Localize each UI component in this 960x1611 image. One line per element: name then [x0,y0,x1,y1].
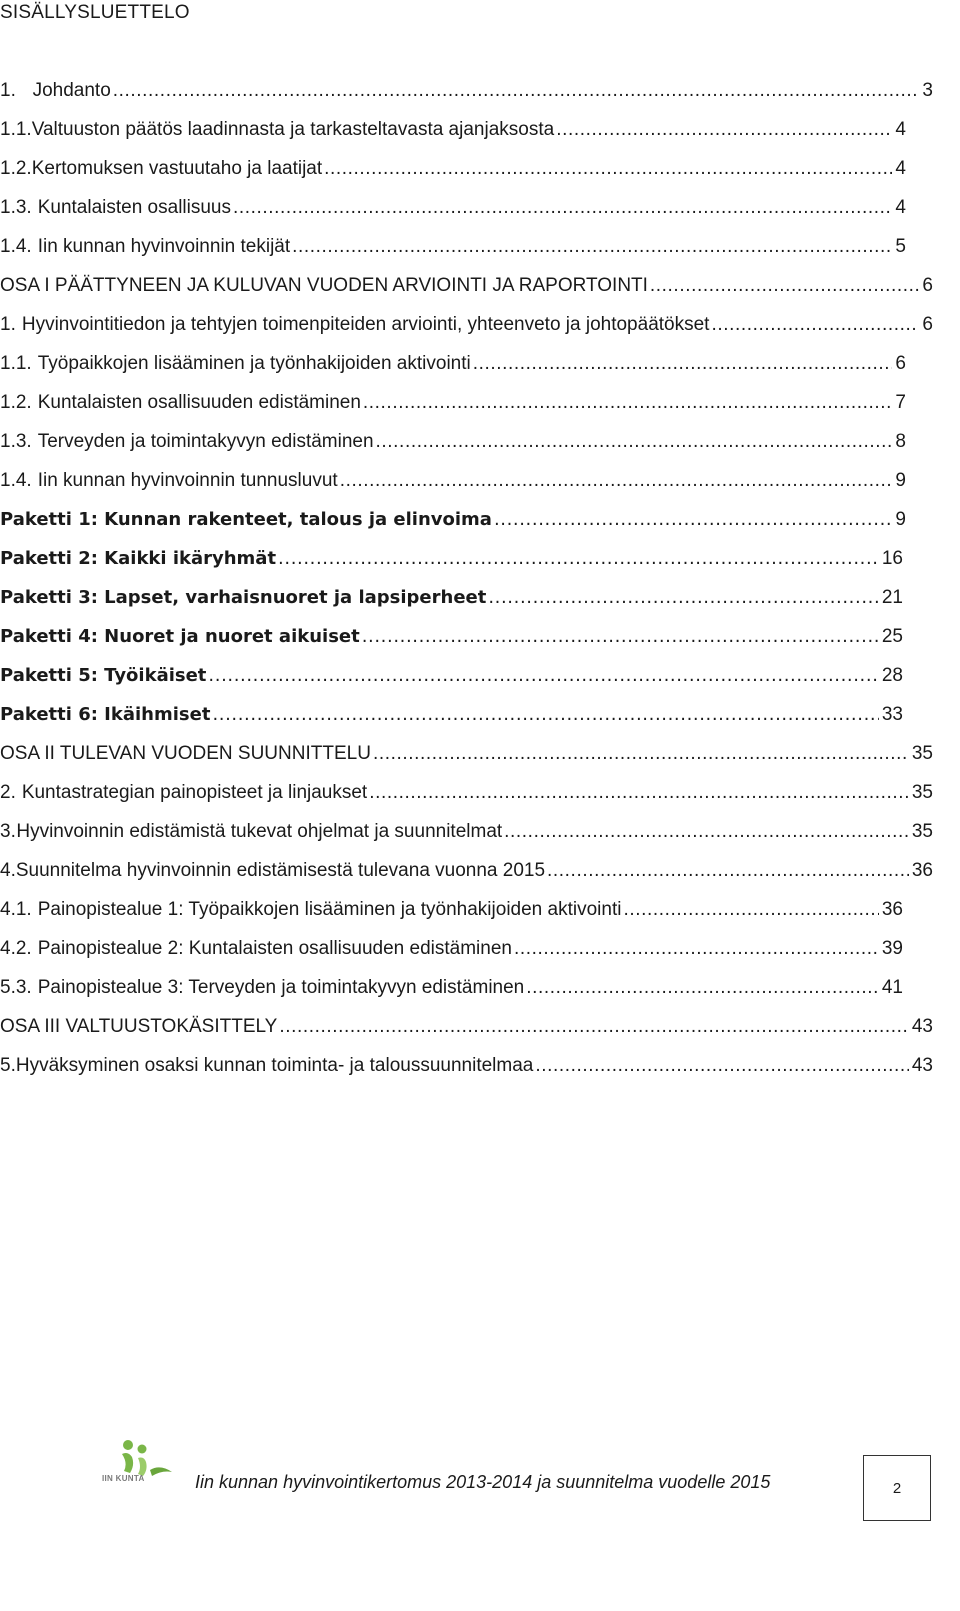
toc-entry[interactable] [0,656,903,696]
toc-entry-page: 4 [895,197,906,218]
page-number: 2 [892,1479,902,1497]
toc-entry-title: Paketti 6: Ikäihmiset [0,704,211,725]
toc-entry-number: 5.3. [0,977,32,998]
toc-entry[interactable] [0,266,933,306]
toc-entry-title: Paketti 3: Lapset, varhaisnuoret ja lapsiperheet [0,587,487,608]
toc-leader-dots [556,118,892,142]
toc-entry-page: 35 [911,743,933,764]
toc-entry-title: Hyvinvoinnin edistämistä tukevat ohjelmat ja suunnitelmat [16,821,503,842]
toc-entry-page: 5 [895,236,906,257]
toc-entry-title: Hyvinvointitiedon ja tehtyjen toimenpiteiden arviointi, yhteenveto ja johtopäätökset [21,314,710,335]
toc-entry-page: 6 [895,353,906,374]
toc-leader-dots [494,508,892,532]
toc-entry-number: 2. [0,782,16,803]
toc-entry[interactable] [0,1007,933,1047]
toc-entry-page: 3 [922,80,933,101]
toc-leader-dots [362,625,879,649]
toc-leader-dots [514,937,879,961]
toc-entry-title: Terveyden ja toimintakyvyn edistäminen [37,431,374,452]
logo-text: IIN KUNTA [102,1474,145,1483]
toc-entry-page: 43 [911,1055,933,1076]
toc-entry-page: 33 [881,704,903,725]
toc-entry-number: 4.2. [0,938,32,959]
toc-entry-page: 21 [881,587,903,608]
toc-leader-dots [373,742,909,766]
toc-leader-dots [376,430,893,454]
toc-entry[interactable] [0,773,933,813]
toc-entry-number: 5. [0,1055,16,1076]
toc-entry-number: 1.3. [0,431,32,452]
toc-entry[interactable] [0,500,906,540]
toc-entry[interactable] [0,422,906,462]
toc-entry-number: 1.1. [0,353,32,374]
toc-leader-dots [623,898,878,922]
toc-entry-number: 3. [0,821,16,842]
toc-leader-dots [363,391,893,415]
toc-entry[interactable] [0,890,903,930]
toc-entry-page: 28 [881,665,903,686]
toc-entry-page: 8 [895,431,906,452]
toc-leader-dots [279,1015,909,1039]
toc-entry[interactable] [0,383,906,423]
toc-entry-page: 6 [922,314,933,335]
toc-heading: SISÄLLYSLUETTELO [0,2,190,23]
toc-entry[interactable] [0,968,903,1008]
toc-entry-number: 1. [0,314,16,335]
toc-entry-number: 1.2. [0,392,32,413]
toc-entry-title: Iin kunnan hyvinvoinnin tunnusluvut [37,470,338,491]
toc-entry[interactable] [0,851,933,891]
toc-leader-dots [340,469,893,493]
toc-entry-number: 1.4. [0,470,32,491]
toc-entry-page: 36 [881,899,903,920]
toc-entry-page: 35 [911,782,933,803]
toc-entry-title: Paketti 5: Työikäiset [0,665,207,686]
toc-leader-dots [488,586,879,610]
toc-leader-dots [324,157,892,181]
toc-entry-page: 39 [881,938,903,959]
toc-leader-dots [711,313,919,337]
toc-entry-page: 43 [911,1016,933,1037]
toc-entry-title: Johdanto [32,80,111,101]
toc-entry[interactable] [0,617,903,657]
toc-entry-title: Kertomuksen vastuutaho ja laatijat [31,158,323,179]
toc-leader-dots [535,1054,909,1078]
toc-leader-dots [292,235,892,259]
toc-leader-dots [650,274,920,298]
toc-entry-title: OSA I PÄÄTTYNEEN JA KULUVAN VUODEN ARVIOINTI JA RAPORTOINTI [0,275,648,296]
toc-leader-dots [208,664,878,688]
toc-entry[interactable] [0,344,906,384]
toc-leader-dots [369,781,909,805]
toc-leader-dots [233,196,892,220]
toc-leader-dots [526,976,879,1000]
toc-entry-number: 1.2. [0,158,32,179]
toc-entry[interactable] [0,734,933,774]
toc-entry-page: 35 [911,821,933,842]
toc-entry-title: Paketti 4: Nuoret ja nuoret aikuiset [0,626,360,647]
toc-entry-page: 36 [911,860,933,881]
toc-entry-number: 4. [0,860,16,881]
toc-entry[interactable] [0,110,906,150]
page-number-box [863,1455,931,1521]
toc-entry-page: 16 [881,548,903,569]
toc-entry[interactable] [0,188,906,228]
toc-entry-title: Painopistealue 1: Työpaikkojen lisääminen ja työnhakijoiden aktivointi [37,899,622,920]
toc-entry-title: Kuntalaisten osallisuuden edistäminen [37,392,361,413]
toc-entry[interactable] [0,929,903,969]
toc-entry-number: 4.1. [0,899,32,920]
toc-entry-number: 1. [0,80,16,101]
toc-entry-title: OSA III VALTUUSTOKÄSITTELY [0,1016,278,1037]
toc-entry-title: Painopistealue 3: Terveyden ja toimintakyvyn edistäminen [37,977,525,998]
toc-entry-title: OSA II TULEVAN VUODEN SUUNNITTELU [0,743,371,764]
toc-entry-title: Suunnitelma hyvinvoinnin edistämisestä tulevana vuonna 2015 [15,860,546,881]
toc-entry-number: 1.3. [0,197,32,218]
toc-entry-page: 25 [881,626,903,647]
toc-leader-dots [113,79,920,103]
toc-entry-page: 4 [895,119,906,140]
toc-entry[interactable] [0,227,906,267]
toc-entry[interactable] [0,461,906,501]
toc-entry-title: Painopistealue 2: Kuntalaisten osallisuuden edistäminen [37,938,512,959]
toc-entry-number: 1.4. [0,236,32,257]
toc-entry-title: Paketti 1: Kunnan rakenteet, talous ja elinvoima [0,509,492,530]
toc-entry-page: 6 [922,275,933,296]
toc-entry-title: Paketti 2: Kaikki ikäryhmät [0,548,277,569]
toc-entry-page: 7 [895,392,906,413]
toc-entry-title: Kuntastrategian painopisteet ja linjaukset [21,782,368,803]
toc-leader-dots [212,703,878,727]
toc-entry[interactable] [0,539,903,579]
toc-entry-number: 1.1. [0,119,32,140]
municipality-logo [98,1436,178,1496]
toc-entry-page: 41 [881,977,903,998]
toc-entry[interactable] [0,578,903,618]
toc-entry[interactable] [0,71,933,111]
toc-leader-dots [473,352,893,376]
toc-entry-page: 9 [895,470,906,491]
toc-entry-title: Iin kunnan hyvinvoinnin tekijät [37,236,291,257]
toc-entry-page: 9 [895,509,906,530]
toc-entry-title: Hyväksyminen osaksi kunnan toiminta- ja taloussuunnitelmaa [15,1055,534,1076]
toc-entry[interactable] [0,1046,933,1086]
toc-leader-dots [547,859,909,883]
toc-entry-title: Valtuuston päätös laadinnasta ja tarkasteltavasta ajanjaksosta [31,119,555,140]
toc-entry[interactable] [0,812,933,852]
toc-entry-title: Kuntalaisten osallisuus [37,197,231,218]
footer-title: Iin kunnan hyvinvointikertomus 2013-2014 ja suunnitelma vuodelle 2015 [195,1472,771,1492]
toc-entry[interactable] [0,695,903,735]
toc-entry[interactable] [0,149,906,189]
toc-leader-dots [504,820,909,844]
toc-leader-dots [278,547,879,571]
toc-entry[interactable] [0,305,933,345]
toc-entry-page: 4 [895,158,906,179]
toc-entry-title: Työpaikkojen lisääminen ja työnhakijoiden aktivointi [37,353,471,374]
